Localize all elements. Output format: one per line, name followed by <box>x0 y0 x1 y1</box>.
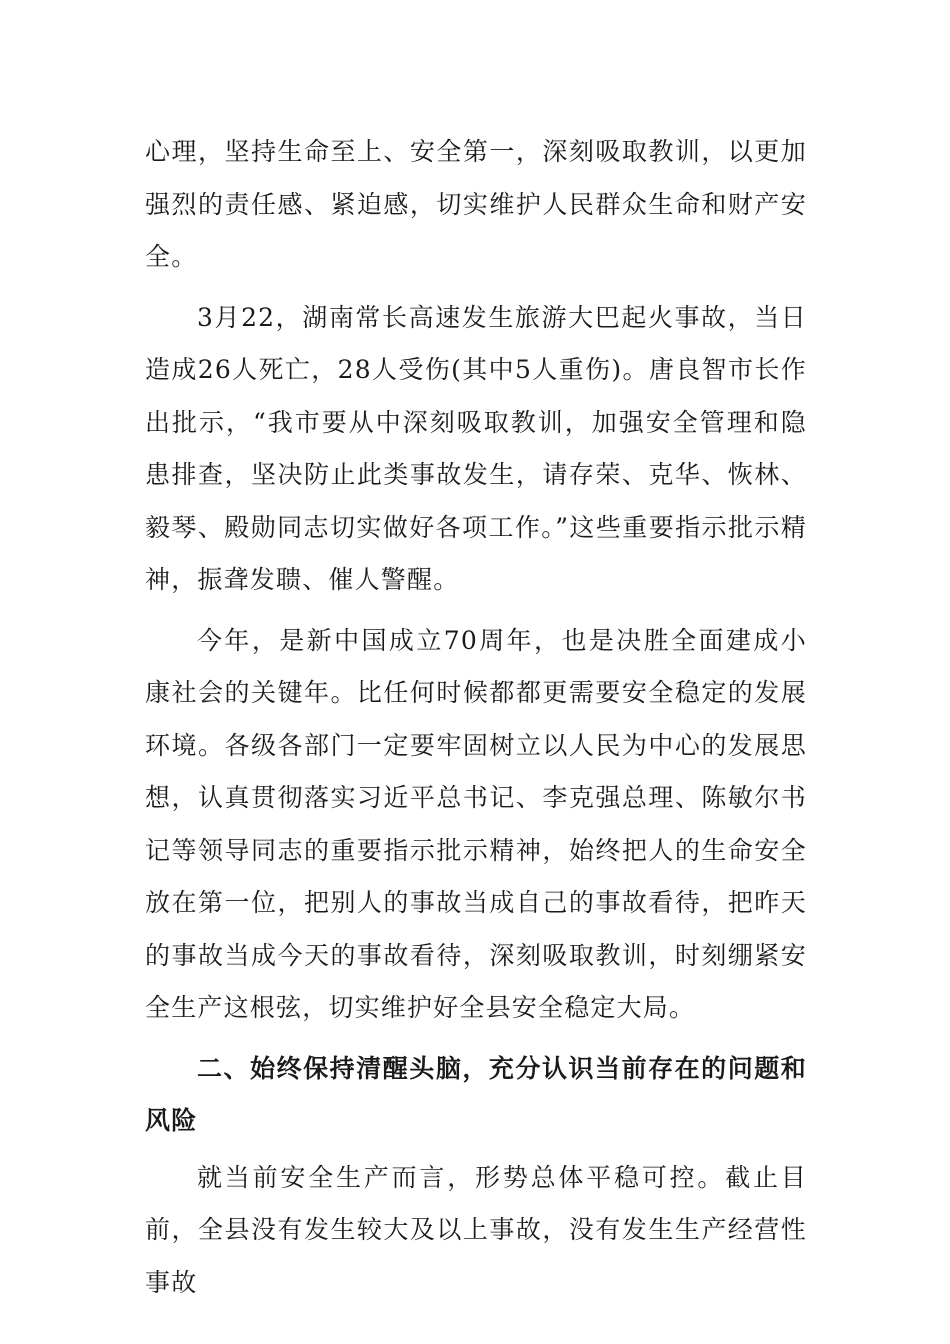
paragraph-anniversary: 今年，是新中国成立70周年，也是决胜全面建成小康社会的关键年。比任何时候都都更需要安全稳定的发展环境。各级各部门一定要牢固树立以人民为中心的发展思想，认真贯彻落实习近平总书记、李克强总理、陈敏尔书记等领导同志的重要指示批示精神，始终把人的生命安全放在第一位，把别人的事故当成自己的事故看待，把昨天的事故当成今天的事故看待，深刻吸取教训，时刻绷紧安全生产这根弦，切实维护好全县安全稳定大局。 <box>145 625 807 1022</box>
paragraph-accident: 3月22，湖南常长高速发生旅游大巴起火事故，当日造成26人死亡，28人受伤(其中5人重伤)。唐良智市长作出批示，“我市要从中深刻吸取教训，加强安全管理和隐患排查，坚决防止此类事故发生，请存荣、克华、恢林、毅琴、殿勋同志切实做好各项工作。”这些重要指示批示精神，振聋发聩、催人警醒。 <box>145 302 807 594</box>
section-heading: 二、始终保持清醒头脑，充分认识当前存在的问题和风险 <box>145 1053 807 1135</box>
paragraph-continuation: 心理，坚持生命至上、安全第一，深刻吸取教训，以更加强烈的责任感、紧迫感，切实维护人民群众生命和财产安全。 <box>145 137 807 271</box>
document-body <box>145 126 807 1317</box>
paragraph-current-situation: 就当前安全生产而言，形势总体平稳可控。截止目前，全县没有发生较大及以上事故，没有发生生产经营性事故 <box>145 1162 807 1297</box>
